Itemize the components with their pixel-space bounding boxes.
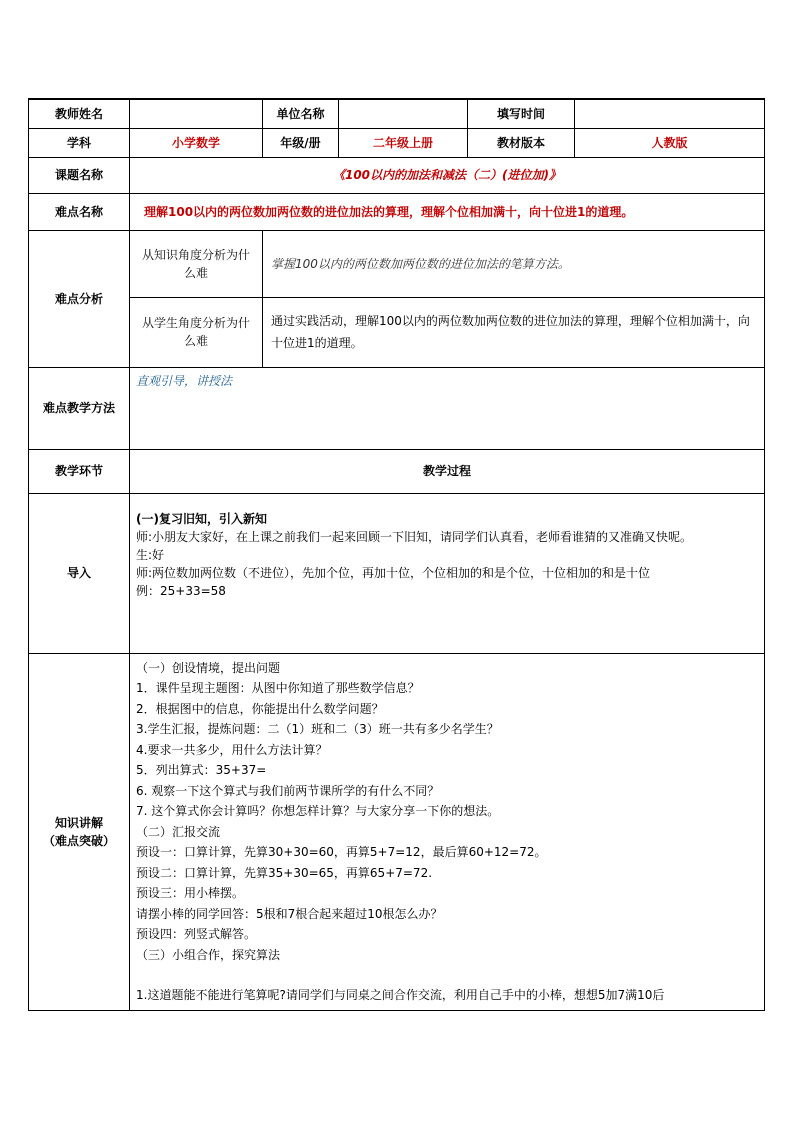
- lecture-line: 2．根据图中的信息，你能提出什么数学问题？: [136, 701, 384, 716]
- process-header-row: [29, 449, 765, 493]
- subject-value: 小学数学: [130, 128, 263, 157]
- topic-row: [29, 157, 765, 193]
- lecture-line: 6. 观察一下这个算式与我们前两节课所学的有什么不同？: [136, 783, 440, 798]
- unit-name-value[interactable]: [339, 99, 468, 128]
- intro-line: 师:小朋友大家好，在上课之前我们一起来回顾一下旧知，请同学们认真看，老师看谁猜的又准确又快呢。: [136, 529, 693, 544]
- lecture-line: 5．列出算式：35+37=: [136, 763, 267, 777]
- analysis-student-row: [29, 297, 765, 367]
- lecture-line: 4.要求一共多少，用什么方法计算？: [136, 742, 328, 757]
- fill-date-label: 填写时间: [468, 99, 575, 128]
- lecture-line: 请摆小棒的同学回答：5根和7根合起来超过10根怎么办？: [136, 906, 443, 921]
- lecture-line: [136, 965, 758, 985]
- analysis-label: 难点分析: [29, 230, 130, 367]
- unit-name-label: 单位名称: [263, 99, 339, 128]
- lecture-line: 1．课件呈现主题图：从图中你知道了那些数学信息？: [136, 681, 420, 695]
- lecture-line: （三）小组合作，探究算法: [136, 947, 281, 962]
- edition-value: 人教版: [575, 128, 765, 157]
- method-value: 直观引导，讲授法: [130, 367, 765, 449]
- lecture-row: [29, 653, 765, 1010]
- header-row: [29, 99, 765, 128]
- lecture-line: （二）汇报交流: [136, 824, 221, 839]
- method-row: [29, 367, 765, 449]
- lecture-label: [29, 653, 130, 1010]
- subject-label: 学科: [29, 128, 130, 157]
- process-header: 教学过程: [130, 449, 765, 493]
- lecture-line: 3.学生汇报，提炼问题：二（1）班和二（3）班一共有多少名学生？: [136, 722, 499, 736]
- intro-row: [29, 493, 765, 653]
- subject-row: [29, 128, 765, 157]
- intro-heading: (一)复习旧知，引入新知: [136, 511, 267, 526]
- edition-label: 教材版本: [468, 128, 575, 157]
- lecture-line: 7. 这个算式你会计算吗？你想怎样计算？与大家分享一下你的想法。: [136, 804, 500, 818]
- lecture-line: 预设三：用小棒摆。: [136, 886, 245, 900]
- intro-content: [130, 493, 765, 653]
- topic-label: 课题名称: [29, 157, 130, 193]
- teacher-name-label: 教师姓名: [29, 99, 130, 128]
- intro-line: 生:好: [136, 547, 165, 562]
- stage-header: 教学环节: [29, 449, 130, 493]
- knowledge-angle-value: 掌握100以内的两位数加两位数的进位加法的笔算方法。: [263, 230, 765, 297]
- grade-label: 年级/册: [263, 128, 339, 157]
- lecture-line: 预设四：列竖式解答。: [136, 927, 257, 941]
- knowledge-angle-label: 从知识角度分析为什么难: [130, 230, 263, 297]
- teacher-name-value[interactable]: [130, 99, 263, 128]
- intro-line: 例：25+33=58: [136, 583, 226, 598]
- lecture-line: 预设二：口算计算，先算35+30=65，再算65+7=72.: [136, 865, 433, 880]
- intro-line: 师:两位数加两位数（不进位），先加个位，再加十位，个位相加的和是个位，十位相加的和是十位: [136, 565, 651, 580]
- analysis-knowledge-row: [29, 230, 765, 297]
- lesson-plan-table: [28, 98, 765, 1011]
- lecture-line: 1.这道题能不能进行笔算呢?请同学们与同桌之间合作交流，利用自己手中的小棒，想想5加7满10后: [136, 988, 665, 1002]
- fill-date-value[interactable]: [575, 99, 765, 128]
- student-angle-label: 从学生角度分析为什么难: [130, 297, 263, 367]
- lecture-content: [130, 653, 765, 1010]
- lecture-line: 预设一：口算计算，先算30+30=60，再算5+7=12，最后算60+12=72。: [136, 845, 547, 859]
- intro-label: 导入: [29, 493, 130, 653]
- difficulty-value: 理解100以内的两位数加两位数的进位加法的算理，理解个位相加满十，向十位进1的道理。: [130, 193, 765, 230]
- difficulty-label: 难点名称: [29, 193, 130, 230]
- lecture-label-line2: （难点突破）: [42, 833, 115, 848]
- difficulty-row: [29, 193, 765, 230]
- student-angle-value: 通过实践活动，理解100以内的两位数加两位数的进位加法的算理，理解个位相加满十，向十位进1的道理。: [263, 297, 765, 367]
- lecture-label-line1: 知识讲解: [54, 815, 103, 830]
- topic-value: 《100以内的加法和减法（二）(进位加)》: [130, 157, 765, 193]
- lecture-line: （一）创设情境，提出问题: [136, 660, 281, 675]
- grade-value: 二年级上册: [339, 128, 468, 157]
- method-label: 难点教学方法: [29, 367, 130, 449]
